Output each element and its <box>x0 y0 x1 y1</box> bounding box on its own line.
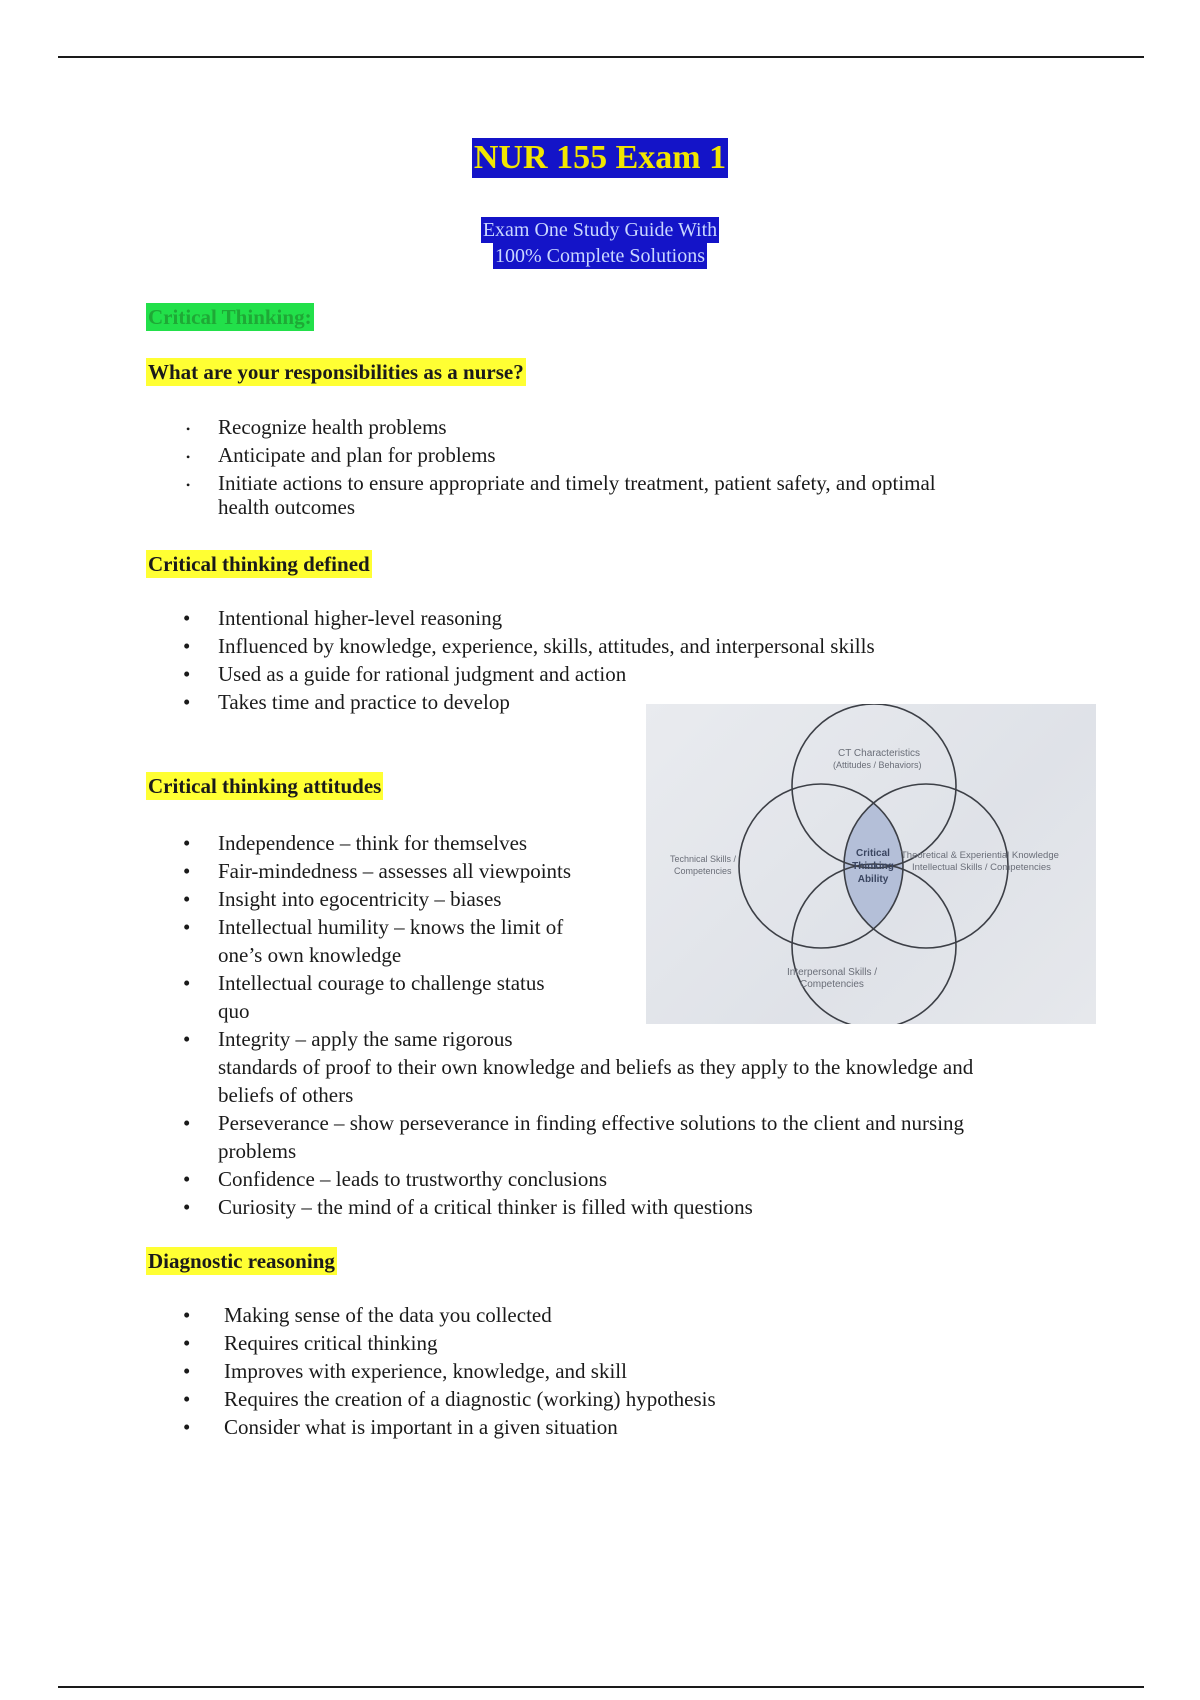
bullet-icon: • <box>183 859 191 883</box>
venn-bottom-label-1: Interpersonal Skills / <box>787 967 878 978</box>
venn-center-label-3: Ability <box>857 874 889 885</box>
venn-right-label-1: Theoretical & Experiential Knowledge <box>901 850 1059 861</box>
list-item: • Intellectual humility – knows the limit of one’s own knowledge <box>183 915 564 967</box>
list-item: • Curiosity – the mind of a critical thinker is filled with questions <box>183 1195 753 1219</box>
list-item: • Independence – think for themselves <box>183 831 528 855</box>
title-block <box>0 138 1200 178</box>
bullet-icon: • <box>186 422 191 436</box>
bullet-icon: • <box>186 450 191 464</box>
list-item: • Perseverance – show perseverance in finding effective solutions to the client and nursing problems <box>183 1111 965 1163</box>
list-item: • Intentional higher-level reasoning <box>183 606 503 630</box>
bottom-rule <box>58 1686 1144 1688</box>
bullet-icon: • <box>183 971 191 995</box>
heading-critical-thinking-attitudes: Critical thinking attitudes <box>148 774 382 798</box>
list-item: • Takes time and practice to develop <box>183 690 510 714</box>
venn-right-label-2: Intellectual Skills / Competencies <box>912 862 1051 873</box>
list-item: • Intellectual courage to challenge status quo <box>183 971 545 1023</box>
heading-responsibilities: What are your responsibilities as a nurse? <box>148 360 524 384</box>
venn-svg <box>646 704 1096 1024</box>
list-item: • Improves with experience, knowledge, and skill <box>183 1359 627 1383</box>
list-item: • Anticipate and plan for problems <box>180 441 936 469</box>
list-item: • Influenced by knowledge, experience, skills, attitudes, and interpersonal skills <box>183 634 875 658</box>
venn-left-label-2: Competencies <box>674 866 732 876</box>
heading-diagnostic-reasoning: Diagnostic reasoning <box>148 1249 335 1273</box>
bullet-icon: • <box>183 1303 191 1327</box>
list-item: • Recognize health problems <box>180 413 936 441</box>
list-item: • Consider what is important in a given situation <box>183 1415 618 1439</box>
list-item: • Confidence – leads to trustworthy conclusions <box>183 1167 608 1191</box>
bullet-icon: • <box>183 1359 191 1383</box>
bullet-icon: • <box>183 634 191 658</box>
venn-center-label-2: Thinking <box>852 861 894 872</box>
diagnostic-list <box>180 1301 716 1441</box>
bullet-icon: • <box>183 831 191 855</box>
venn-left-label-1: Technical Skills / <box>670 854 737 864</box>
venn-top-label-2: (Attitudes / Behaviors) <box>833 760 922 770</box>
bullet-icon: • <box>183 662 191 686</box>
bullet-icon: • <box>183 1387 191 1411</box>
venn-bottom-label-2: Competencies <box>800 979 864 990</box>
list-item: • Fair-mindedness – assesses all viewpoints <box>183 859 572 883</box>
list-item: • Initiate actions to ensure appropriate and timely treatment, patient safety, and optimal health outcomes <box>186 471 936 519</box>
subtitle-line-2: 100% Complete Solutions <box>495 245 705 267</box>
bullet-icon: • <box>183 1167 191 1191</box>
section-heading-critical-thinking: Critical Thinking: <box>148 305 312 329</box>
bullet-icon: • <box>183 887 191 911</box>
list-item: • Requires critical thinking <box>183 1331 438 1355</box>
bullet-icon: • <box>183 1027 191 1051</box>
responsibilities-list <box>180 413 936 519</box>
bullet-icon: • <box>186 478 191 492</box>
heading-critical-thinking-defined: Critical thinking defined <box>148 552 370 576</box>
defined-list <box>180 604 875 716</box>
bullet-icon: • <box>183 1415 191 1439</box>
bullet-icon: • <box>183 1111 191 1135</box>
subtitle-line-1: Exam One Study Guide With <box>482 219 718 241</box>
venn-center-label-1: Critical <box>856 848 890 859</box>
page-title: NUR 155 Exam 1 <box>473 139 727 176</box>
top-rule <box>58 56 1144 58</box>
bullet-icon: • <box>183 606 191 630</box>
list-item: • Making sense of the data you collected <box>183 1303 552 1327</box>
list-item: • Requires the creation of a diagnostic (working) hypothesis <box>183 1387 716 1411</box>
bullet-icon: • <box>183 1331 191 1355</box>
critical-thinking-venn-diagram <box>646 704 1096 1024</box>
list-item: • Integrity – apply the same rigorous standards of proof to their own knowledge and beliefs as they apply to the knowledge and beliefs of others <box>183 1027 974 1107</box>
bullet-icon: • <box>183 915 191 939</box>
list-item: • Used as a guide for rational judgment and action <box>183 662 627 686</box>
subtitle-block <box>0 217 1200 269</box>
list-item: • Insight into egocentricity – biases <box>183 887 502 911</box>
bullet-icon: • <box>183 1195 191 1219</box>
venn-top-label-1: CT Characteristics <box>838 748 921 759</box>
bullet-icon: • <box>183 690 191 714</box>
